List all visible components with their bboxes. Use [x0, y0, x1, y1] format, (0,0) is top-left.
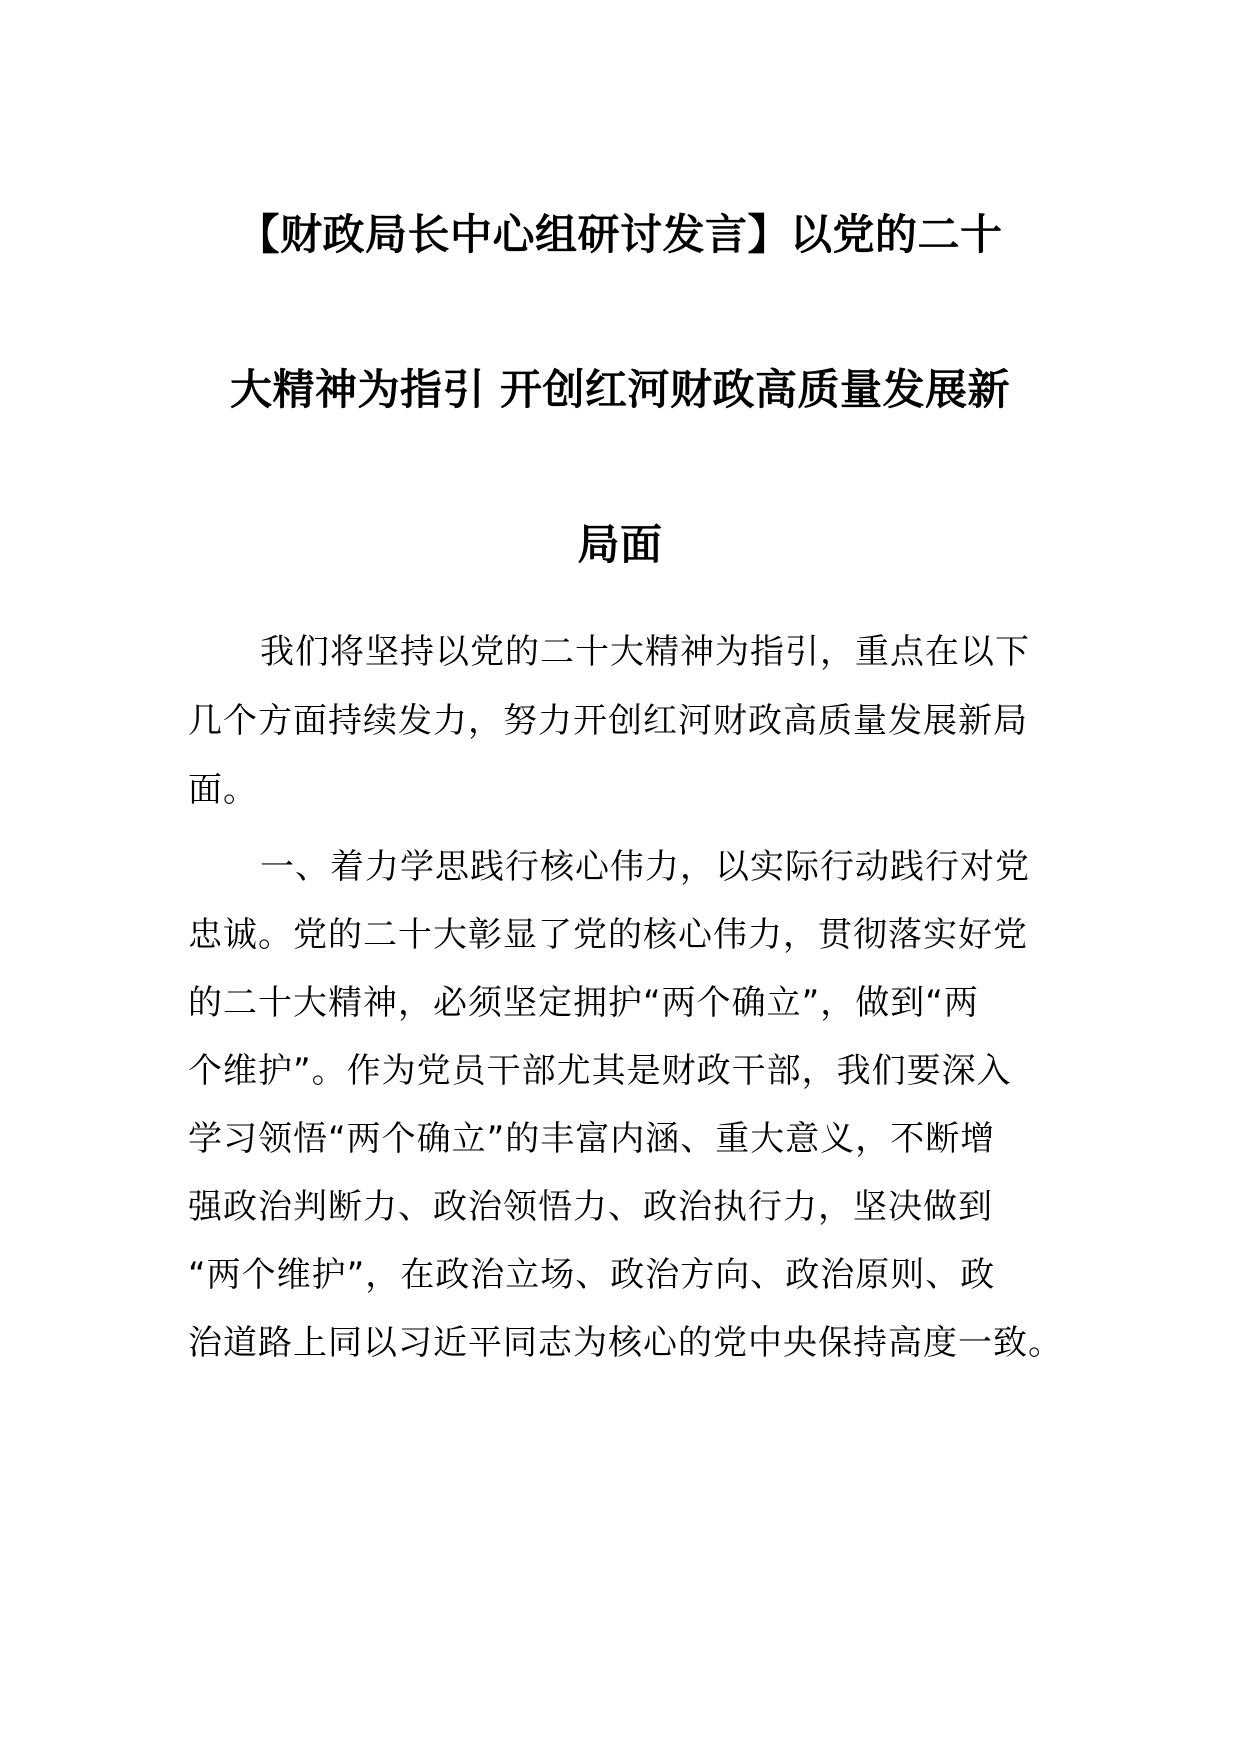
- paragraph-2-line-8: 治道路上同以习近平同志为核心的党中央保持高度一致。: [188, 1323, 1063, 1363]
- paragraph-1-line-1: 我们将坚持以党的二十大精神为指引，重点在以下: [260, 632, 1030, 672]
- document-title-line-1: 【财政局长中心组研讨发言】以党的二十: [237, 210, 1003, 259]
- document-title-line-3: 局面: [577, 520, 663, 569]
- paragraph-2-line-1: 一、着力学思践行核心伟力，以实际行动践行对党: [260, 847, 1030, 887]
- paragraph-2-line-2: 忠诚。党的二十大彰显了党的核心伟力，贯彻落实好党: [188, 915, 1028, 955]
- paragraph-2-line-4: 个维护”。作为党员干部尤其是财政干部，我们要深入: [188, 1051, 1012, 1091]
- paragraph-2-line-5: 学习领悟“两个确立”的丰富内涵、重大意义，不断增: [188, 1119, 996, 1159]
- paragraph-2-line-7: “两个维护”，在政治立场、政治方向、政治原则、政: [188, 1255, 996, 1295]
- paragraph-1-line-2: 几个方面持续发力，努力开创红河财政高质量发展新局: [188, 701, 1028, 741]
- paragraph-2-line-6: 强政治判断力、政治领悟力、政治执行力，坚决做到: [188, 1187, 993, 1227]
- paragraph-2-line-3: 的二十大精神，必须坚定拥护“两个确立”，做到“两: [188, 983, 979, 1023]
- document-title-line-2: 大精神为指引 开创红河财政高质量发展新: [229, 365, 1011, 414]
- paragraph-1-line-3: 面。: [188, 770, 258, 810]
